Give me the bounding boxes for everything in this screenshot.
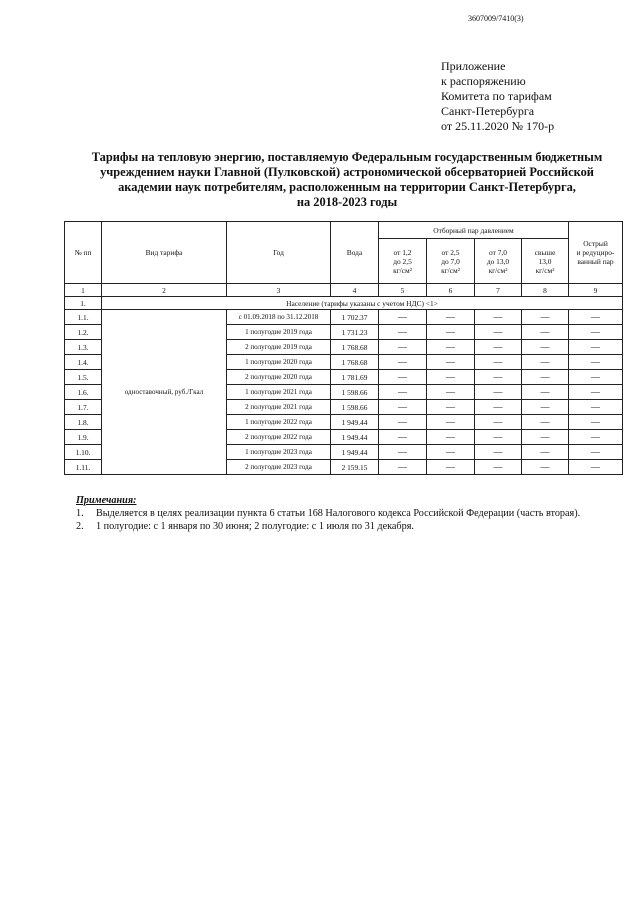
- empty-dash-cell: —: [475, 415, 522, 430]
- period-cell: 1 полугодие 2020 года: [227, 355, 331, 370]
- empty-dash-cell: —: [379, 415, 427, 430]
- row-number: 1.6.: [65, 385, 102, 400]
- row-number: 1.3.: [65, 340, 102, 355]
- notes-title: Примечания:: [76, 495, 137, 506]
- title-line: академии наук потребителям, расположенным на территории Санкт-Петербурга,: [118, 180, 576, 194]
- empty-dash-cell: —: [427, 460, 475, 475]
- row-number: 1.11.: [65, 460, 102, 475]
- period-cell: 1 полугодие 2019 года: [227, 325, 331, 340]
- water-tariff-cell: 2 159.15: [331, 460, 379, 475]
- empty-dash-cell: —: [475, 340, 522, 355]
- section-row: [65, 297, 623, 310]
- empty-dash-cell: —: [379, 325, 427, 340]
- row-number: 1.9.: [65, 430, 102, 445]
- water-tariff-cell: 1 768.68: [331, 355, 379, 370]
- row-number: 1.10.: [65, 445, 102, 460]
- empty-dash-cell: —: [475, 445, 522, 460]
- empty-dash-cell: —: [475, 310, 522, 325]
- appendix-line: Санкт-Петербурга: [441, 104, 535, 118]
- row-number: 1.1.: [65, 310, 102, 325]
- period-cell: 1 полугодие 2022 года: [227, 415, 331, 430]
- period-cell: 1 полугодие 2021 года: [227, 385, 331, 400]
- period-cell: 2 полугодие 2020 года: [227, 370, 331, 385]
- column-number: 7: [475, 284, 522, 297]
- column-number: 6: [427, 284, 475, 297]
- title-line: Тарифы на тепловую энергию, поставляемую Федеральным государственным бюджетным: [91, 150, 603, 164]
- empty-dash-cell: —: [379, 445, 427, 460]
- empty-dash-cell: —: [379, 430, 427, 445]
- empty-dash-cell: —: [427, 415, 475, 430]
- water-tariff-cell: 1 949.44: [331, 415, 379, 430]
- empty-dash-cell: —: [379, 370, 427, 385]
- empty-dash-cell: —: [522, 310, 569, 325]
- empty-dash-cell: —: [427, 385, 475, 400]
- header-steam-1: от 1,2 до 2,5 кг/см²: [379, 239, 427, 284]
- header-steam-3: от 7,0 до 13,0 кг/см²: [475, 239, 522, 284]
- empty-dash-cell: —: [427, 400, 475, 415]
- empty-dash-cell: —: [427, 325, 475, 340]
- water-tariff-cell: 1 598.66: [331, 400, 379, 415]
- period-cell: с 01.09.2018 по 31.12.2018: [227, 310, 331, 325]
- empty-dash-cell: —: [569, 310, 623, 325]
- empty-dash-cell: —: [569, 385, 623, 400]
- empty-dash-cell: —: [475, 400, 522, 415]
- empty-dash-cell: —: [379, 460, 427, 475]
- empty-dash-cell: —: [569, 415, 623, 430]
- tariff-type-cell: одноставочный, руб./Гкал: [102, 310, 227, 475]
- column-number: 5: [379, 284, 427, 297]
- header-tariff-type: Вид тарифа: [102, 222, 227, 284]
- water-tariff-cell: 1 949.44: [331, 445, 379, 460]
- notes-block: [76, 494, 580, 533]
- empty-dash-cell: —: [475, 370, 522, 385]
- water-tariff-cell: 1 781.69: [331, 370, 379, 385]
- column-number: 8: [522, 284, 569, 297]
- column-numbers-row: [65, 284, 623, 297]
- empty-dash-cell: —: [522, 415, 569, 430]
- empty-dash-cell: —: [522, 430, 569, 445]
- empty-dash-cell: —: [427, 430, 475, 445]
- column-number: 9: [569, 284, 623, 297]
- header-year: Год: [227, 222, 331, 284]
- period-cell: 2 полугодие 2023 года: [227, 460, 331, 475]
- empty-dash-cell: —: [475, 325, 522, 340]
- note-item: [76, 520, 580, 533]
- empty-dash-cell: —: [475, 385, 522, 400]
- row-number: 1.5.: [65, 370, 102, 385]
- empty-dash-cell: —: [522, 445, 569, 460]
- document-title: [54, 150, 640, 210]
- period-cell: 2 полугодие 2021 года: [227, 400, 331, 415]
- period-cell: 2 полугодие 2019 года: [227, 340, 331, 355]
- water-tariff-cell: 1 702.37: [331, 310, 379, 325]
- tariff-table: [64, 221, 623, 475]
- empty-dash-cell: —: [569, 370, 623, 385]
- appendix-line: Комитета по тарифам: [441, 89, 552, 103]
- empty-dash-cell: —: [569, 355, 623, 370]
- empty-dash-cell: —: [569, 445, 623, 460]
- column-number: 1: [65, 284, 102, 297]
- empty-dash-cell: —: [379, 400, 427, 415]
- water-tariff-cell: 1 731.23: [331, 325, 379, 340]
- empty-dash-cell: —: [569, 325, 623, 340]
- note-text: 1 полугодие: с 1 января по 30 июня; 2 полугодие: с 1 июля по 31 декабря.: [96, 521, 414, 532]
- row-number: 1.7.: [65, 400, 102, 415]
- water-tariff-cell: 1 768.68: [331, 340, 379, 355]
- header-steam-group: Отборный пар давлением: [379, 222, 569, 239]
- empty-dash-cell: —: [379, 355, 427, 370]
- empty-dash-cell: —: [522, 370, 569, 385]
- appendix-block: [441, 59, 554, 134]
- appendix-line: от 25.11.2020 № 170-р: [441, 119, 555, 133]
- period-cell: 2 полугодие 2022 года: [227, 430, 331, 445]
- note-number: 2.: [76, 521, 84, 532]
- empty-dash-cell: —: [522, 400, 569, 415]
- document-number: 3607009/7410(3): [468, 14, 524, 23]
- period-cell: 1 полугодие 2023 года: [227, 445, 331, 460]
- table-row: [65, 310, 623, 325]
- empty-dash-cell: —: [522, 385, 569, 400]
- note-item: [76, 507, 580, 520]
- column-number: 4: [331, 284, 379, 297]
- title-line: учреждением науки Главной (Пулковской) астрономической обсерваторией Российской: [100, 165, 594, 179]
- row-number: 1.2.: [65, 325, 102, 340]
- empty-dash-cell: —: [379, 385, 427, 400]
- water-tariff-cell: 1 598.66: [331, 385, 379, 400]
- empty-dash-cell: —: [427, 355, 475, 370]
- note-number: 1.: [76, 508, 84, 519]
- empty-dash-cell: —: [427, 370, 475, 385]
- empty-dash-cell: —: [569, 340, 623, 355]
- empty-dash-cell: —: [522, 460, 569, 475]
- empty-dash-cell: —: [427, 340, 475, 355]
- header-num: № пп: [65, 222, 102, 284]
- row-number: 1.8.: [65, 415, 102, 430]
- empty-dash-cell: —: [379, 310, 427, 325]
- column-number: 2: [102, 284, 227, 297]
- empty-dash-cell: —: [475, 430, 522, 445]
- empty-dash-cell: —: [379, 340, 427, 355]
- water-tariff-cell: 1 949.44: [331, 430, 379, 445]
- empty-dash-cell: —: [569, 400, 623, 415]
- empty-dash-cell: —: [475, 460, 522, 475]
- row-number: 1.4.: [65, 355, 102, 370]
- empty-dash-cell: —: [427, 310, 475, 325]
- empty-dash-cell: —: [569, 460, 623, 475]
- empty-dash-cell: —: [569, 430, 623, 445]
- title-line: на 2018-2023 годы: [296, 195, 398, 209]
- header-steam-2: от 2,5 до 7,0 кг/см²: [427, 239, 475, 284]
- note-text: Выделяется в целях реализации пункта 6 статьи 168 Налогового кодекса Российской Федерации (часть вторая).: [96, 508, 581, 519]
- empty-dash-cell: —: [522, 340, 569, 355]
- section-label: Население (тарифы указаны с учетом НДС) <1>: [102, 297, 623, 310]
- header-sharp-steam: Острый и редуциро- ванный пар: [569, 222, 623, 284]
- header-water: Вода: [331, 222, 379, 284]
- appendix-line: к распоряжению: [441, 74, 526, 88]
- empty-dash-cell: —: [522, 355, 569, 370]
- appendix-line: Приложение: [441, 59, 506, 73]
- column-number: 3: [227, 284, 331, 297]
- empty-dash-cell: —: [475, 355, 522, 370]
- empty-dash-cell: —: [522, 325, 569, 340]
- section-num: 1.: [65, 297, 102, 310]
- empty-dash-cell: —: [427, 445, 475, 460]
- header-steam-4: свыше 13,0 кг/см²: [522, 239, 569, 284]
